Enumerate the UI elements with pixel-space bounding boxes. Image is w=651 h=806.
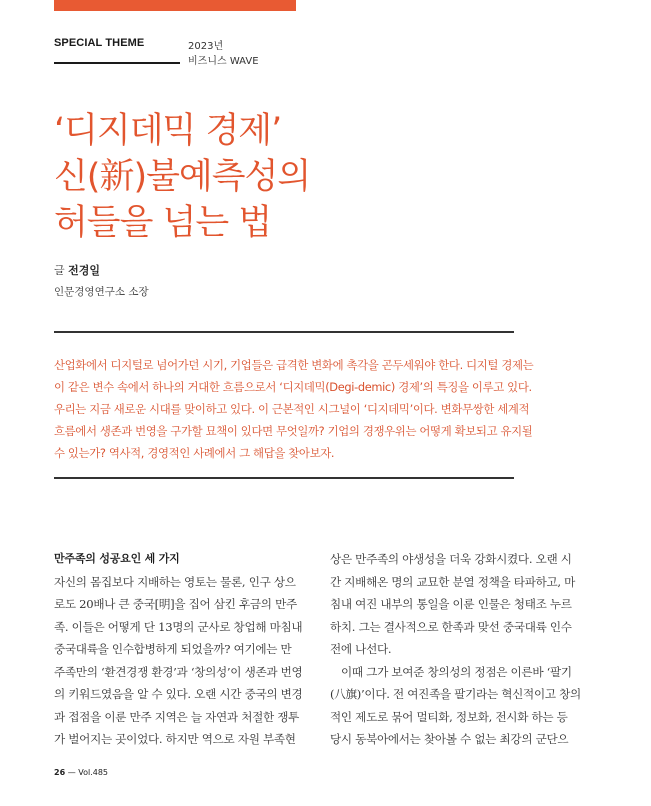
body-line: 적인 제도로 묶어 멀티화, 정보화, 전시화 하는 등 bbox=[330, 709, 568, 724]
issue-year: 2023년 bbox=[188, 41, 224, 52]
body-line: 가 벌어지는 곳이었다. 하지만 역으로 자원 부족현 bbox=[54, 732, 296, 746]
body-line: 이때 그가 보여준 창의성의 정점은 이른바 ‘팔기 bbox=[341, 664, 572, 679]
body-column-right bbox=[330, 548, 581, 751]
page-number: 26 bbox=[54, 768, 66, 777]
section-underline bbox=[54, 62, 180, 64]
section-subheading: 만주족의 성공요인 세 가지 bbox=[54, 552, 180, 565]
body-line: 자신의 몸집보다 지배하는 영토는 물론, 인구 상으 bbox=[54, 574, 296, 589]
body-line: 의 키워드였음을 알 수 있다. 오랜 시간 중국의 변경 bbox=[54, 687, 303, 701]
body-line: 족. 이들은 어떻게 단 13명의 군사로 창업해 마침내 bbox=[54, 619, 303, 634]
body-line: (八旗)’이다. 전 여진족을 팔기라는 혁신적이고 창의 bbox=[330, 687, 581, 701]
section-label: SPECIAL THEME bbox=[54, 37, 145, 49]
author-affiliation: 인문경영연구소 소장 bbox=[54, 286, 149, 298]
lead-line: 흐름에서 생존과 번영을 구가할 묘책이 있다면 무엇일까? 기업의 경쟁우위는 어떻게 확보되고 유지될 bbox=[54, 424, 533, 438]
lead-line: 이 같은 변수 속에서 하나의 거대한 흐름으로서 ‘디지데믹(Degi-demic) 경제’의 특징을 이루고 있다. bbox=[54, 380, 532, 394]
byline bbox=[54, 262, 100, 278]
series-name: 비즈니스 WAVE bbox=[188, 56, 259, 67]
body-line: 당시 동북아에서는 찾아볼 수 없는 최강의 군단으 bbox=[330, 732, 569, 746]
folio-separator: — bbox=[67, 768, 76, 777]
body-line: 로도 20배나 큰 중국[明]을 집어 삼킨 후금의 만주 bbox=[54, 597, 297, 611]
author-name: 전경일 bbox=[68, 264, 101, 277]
volume-number: Vol.485 bbox=[78, 768, 109, 777]
body-line: 상은 만주족의 야생성을 더욱 강화시켰다. 오랜 시 bbox=[330, 552, 572, 566]
lead-top-rule bbox=[54, 331, 514, 333]
lead-bottom-rule bbox=[54, 477, 514, 479]
body-line: 중국대륙을 인수합병하게 되었을까? 여기에는 만 bbox=[54, 642, 292, 656]
body-line: 침내 여진 내부의 통일을 이룬 인물은 청태조 누르 bbox=[330, 597, 572, 611]
lead-paragraph bbox=[54, 354, 534, 464]
article-title bbox=[54, 108, 614, 246]
body-line: 과 접점을 이룬 만주 지역은 늘 자연과 처절한 쟁투 bbox=[54, 709, 300, 724]
body-line: 하치. 그는 결사적으로 한족과 맞선 중국대륙 인수 bbox=[330, 619, 572, 634]
body-column-left bbox=[54, 548, 303, 751]
top-accent-bar bbox=[54, 0, 296, 11]
byline-prefix: 글 bbox=[54, 264, 65, 277]
lead-line: 우리는 지금 새로운 시대를 맞이하고 있다. 이 근본적인 시그널이 ‘디지데믹’이다. 변화무쌍한 세계적 bbox=[54, 402, 530, 416]
title-line: 신(新)불예측성의 bbox=[54, 157, 311, 197]
page-folio bbox=[54, 768, 108, 777]
body-line: 주족만의 ‘환견경쟁 환경’과 ‘창의성’이 생존과 번영 bbox=[54, 664, 303, 679]
body-line: 간 지배해온 명의 교묘한 분열 정책을 타파하고, 마 bbox=[330, 574, 576, 589]
body-line: 전에 나선다. bbox=[330, 642, 392, 656]
lead-line: 산업화에서 디지털로 넘어가던 시기, 기업들은 급격한 변화에 촉각을 곤두세워야 한다. 디지털 경제는 bbox=[54, 358, 534, 372]
lead-line: 수 있는가? 역사적, 경영적인 사례에서 그 해답을 찾아보자. bbox=[54, 446, 335, 460]
title-line: ‘디지데믹 경제’ bbox=[54, 111, 282, 151]
title-line: 허들을 넘는 법 bbox=[54, 203, 272, 243]
